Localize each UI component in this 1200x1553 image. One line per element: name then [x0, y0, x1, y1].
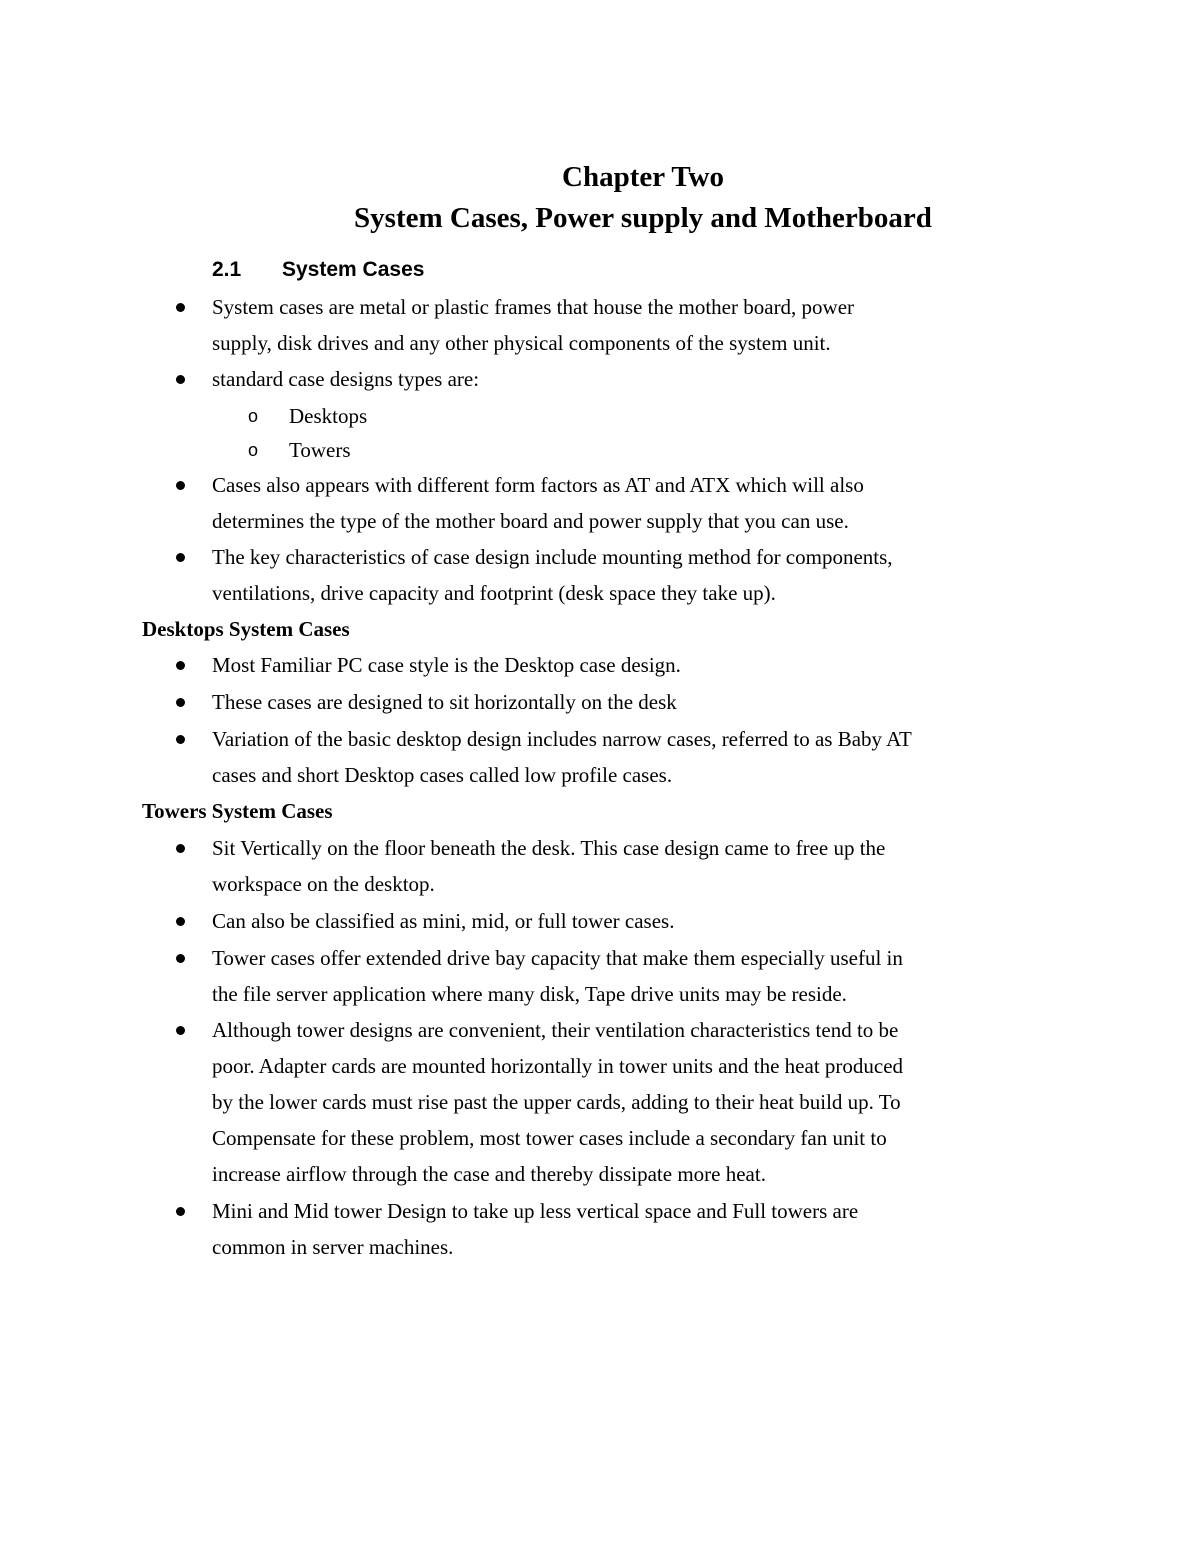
- bullet-icon: [176, 375, 185, 384]
- bullet-line: by the lower cards must rise past the upper cards, adding to their heat build up. To: [212, 1090, 901, 1114]
- bullet-line: the file server application where many disk, Tape drive units may be reside.: [212, 982, 847, 1006]
- bullet-line: supply, disk drives and any other physical components of the system unit.: [212, 331, 831, 355]
- bullet-line: System cases are metal or plastic frames that house the mother board, power: [212, 295, 855, 319]
- bullet-line: standard case designs types are:: [212, 367, 480, 391]
- bullet-line: Cases also appears with different form factors as AT and ATX which will also: [212, 473, 864, 497]
- sub-bullet-line: Desktops: [289, 404, 368, 428]
- bullet-icon: [176, 303, 185, 312]
- bullet-line: Sit Vertically on the floor beneath the desk. This case design came to free up the: [212, 836, 886, 860]
- bullet-line: cases and short Desktop cases called low profile cases.: [212, 763, 673, 787]
- bullet-icon: [176, 661, 185, 670]
- sub-bullet-icon: o: [248, 440, 259, 460]
- bullet-icon: [176, 844, 185, 853]
- chapter-subtitle: System Cases, Power supply and Motherboard: [354, 202, 932, 234]
- towers-heading: Towers System Cases: [142, 799, 333, 823]
- bullet-line: Tower cases offer extended drive bay capacity that make them especially useful in: [212, 946, 903, 970]
- bullet-icon: [176, 481, 185, 490]
- bullet-icon: [176, 698, 185, 707]
- bullet-line: workspace on the desktop.: [212, 872, 435, 896]
- section-title: System Cases: [282, 258, 425, 281]
- bullet-line: Can also be classified as mini, mid, or full tower cases.: [212, 909, 675, 933]
- bullet-line: common in server machines.: [212, 1235, 454, 1259]
- bullet-icon: [176, 1026, 185, 1035]
- sub-bullet-line: Towers: [289, 438, 351, 462]
- bullet-line: ventilations, drive capacity and footprint (desk space they take up).: [212, 581, 776, 605]
- bullet-icon: [176, 1207, 185, 1216]
- bullet-line: Although tower designs are convenient, their ventilation characteristics tend to be: [212, 1018, 899, 1042]
- chapter-title: Chapter Two: [562, 161, 724, 193]
- section-number: 2.1: [212, 258, 242, 281]
- bullet-line: increase airflow through the case and thereby dissipate more heat.: [212, 1162, 766, 1186]
- bullet-line: Compensate for these problem, most tower cases include a secondary fan unit to: [212, 1126, 887, 1150]
- bullet-line: Mini and Mid tower Design to take up less vertical space and Full towers are: [212, 1199, 859, 1223]
- bullet-line: poor. Adapter cards are mounted horizontally in tower units and the heat produced: [212, 1054, 904, 1078]
- bullet-icon: [176, 917, 185, 926]
- desktops-heading: Desktops System Cases: [142, 617, 350, 641]
- bullet-line: The key characteristics of case design include mounting method for components,: [212, 545, 893, 569]
- bullet-line: These cases are designed to sit horizontally on the desk: [212, 690, 677, 714]
- sub-bullet-icon: o: [248, 406, 259, 426]
- bullet-line: Variation of the basic desktop design includes narrow cases, referred to as Baby AT: [212, 727, 912, 751]
- bullet-icon: [176, 954, 185, 963]
- bullet-line: Most Familiar PC case style is the Desktop case design.: [212, 653, 681, 677]
- bullet-icon: [176, 553, 185, 562]
- section-heading: [212, 255, 424, 285]
- bullet-icon: [176, 735, 185, 744]
- bullet-line: determines the type of the mother board and power supply that you can use.: [212, 509, 849, 533]
